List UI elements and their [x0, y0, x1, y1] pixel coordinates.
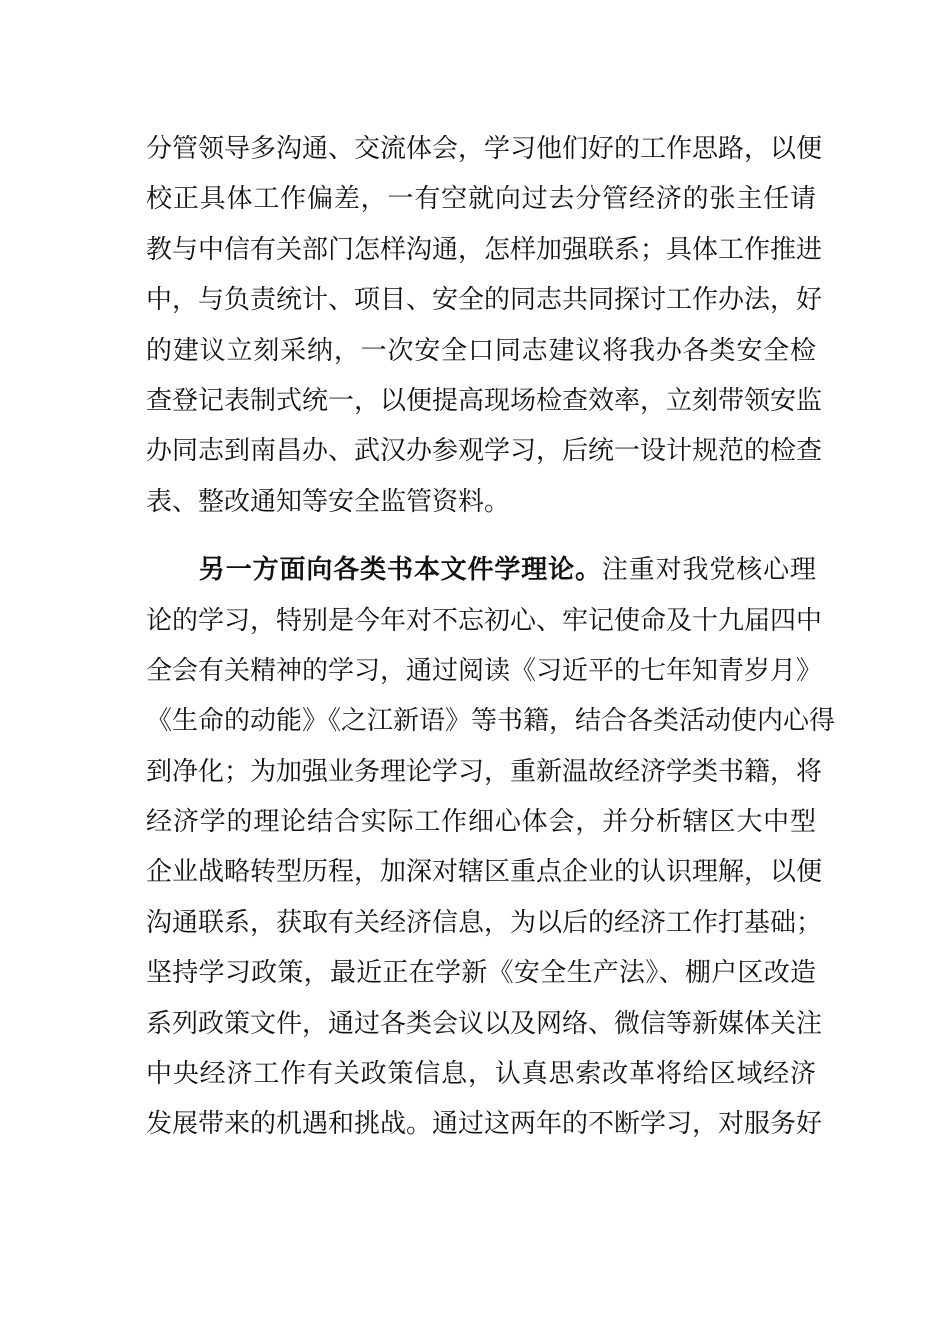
text-line: 办同志到南昌办、武汉办参观学习，后统一设计规范的检查	[146, 436, 823, 467]
text-line: 的建议立刻采纳，一次安全口同志建议将我办各类安全检	[146, 335, 816, 366]
text-line: 坚持学习政策，最近正在学新《安全生产法》、棚户区改造	[146, 958, 816, 989]
paragraph-2	[146, 545, 836, 1150]
text-line: 沟通联系，获取有关经济信息，为以后的经济工作打基础；	[146, 907, 823, 938]
text-line: 发展带来的机遇和挑战。通过这两年的不断学习，对服务好	[146, 1109, 823, 1140]
text-line: 教与中信有关部门怎样沟通，怎样加强联系；具体工作推进	[146, 234, 823, 265]
text-line: 中，与负责统计、项目、安全的同志共同探讨工作办法，好	[146, 285, 823, 316]
text-line-first	[146, 545, 816, 595]
text-line: 到净化；为加强业务理论学习，重新温故经济学类书籍，将	[146, 756, 823, 787]
text-line: 系列政策文件，通过各类会议以及网络、微信等新媒体关注	[146, 1008, 823, 1039]
text-line: 全会有关精神的学习，通过阅读《习近平的七年知青岁月》	[146, 655, 823, 686]
paragraph-1	[146, 124, 823, 527]
text-line: 中央经济工作有关政策信息，认真思索改革将给区域经济	[146, 1059, 816, 1090]
paragraph-spacer	[146, 527, 816, 545]
text-line: 论的学习，特别是今年对不忘初心、牢记使命及十九届四中	[146, 605, 823, 636]
text-line: 分管领导多沟通、交流体会，学习他们好的工作思路，以便	[146, 134, 823, 164]
text-line: 查登记表制式统一，以便提高现场检查效率，立刻带领安监	[146, 385, 823, 416]
text-line: 企业战略转型历程，加深对辖区重点企业的认识理解，以便	[146, 857, 823, 888]
paragraph-heading: 另一方面向各类书本文件学理论。	[198, 555, 602, 586]
text-line: 《生命的动能》《之江新语》等书籍，结合各类活动使内心得	[146, 706, 836, 737]
body-text	[146, 124, 836, 1150]
text-line: 经济学的理论结合实际工作细心体会，并分析辖区大中型	[146, 807, 816, 838]
text-line: 校正具体工作偏差，一有空就向过去分管经济的张主任请	[146, 184, 816, 215]
text-line: 表、整改通知等安全监管资料。	[146, 486, 511, 517]
text-line-rest: 注重对我党核心理	[601, 555, 816, 586]
